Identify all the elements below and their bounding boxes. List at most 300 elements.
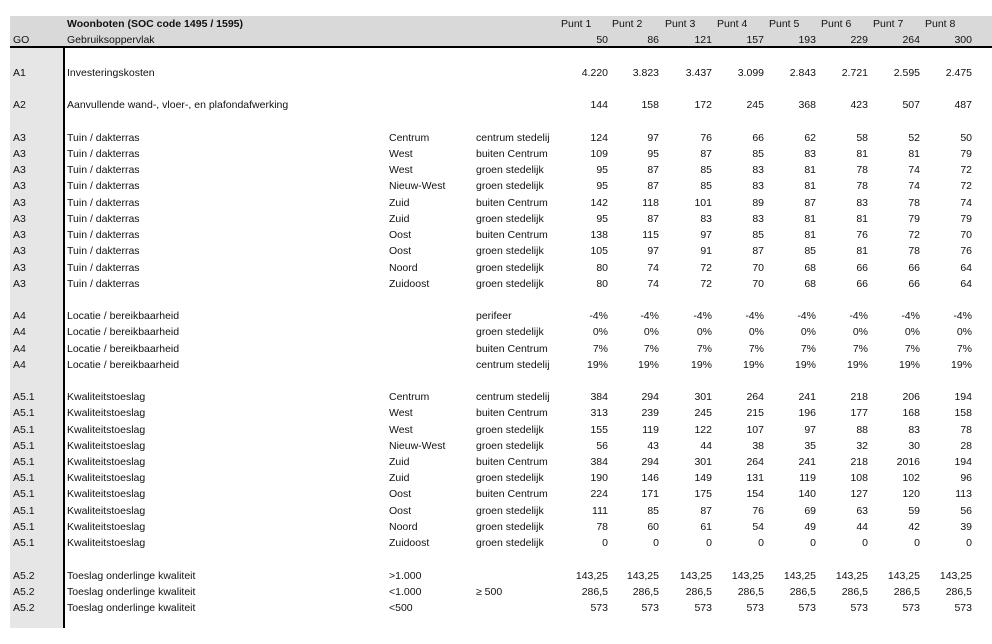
cell-value: 0% xyxy=(904,326,920,339)
region: >1.000 xyxy=(389,569,422,582)
cell-value: 83 xyxy=(700,212,712,225)
cell-value: 107 xyxy=(746,423,764,436)
cell-value: 143,25 xyxy=(731,569,764,582)
region: West xyxy=(389,423,413,436)
cell-value: 62 xyxy=(804,131,816,144)
description: Kwaliteitstoeslag xyxy=(67,456,146,469)
location-type: groen stedelijk xyxy=(476,164,544,177)
cell-value: 3.099 xyxy=(737,67,764,79)
description: Tuin / dakterras xyxy=(67,212,140,225)
cell-value: 113 xyxy=(955,488,972,501)
cell-value: 81 xyxy=(856,212,868,225)
cell-value: 95 xyxy=(596,212,608,225)
go-code: A4 xyxy=(13,342,26,355)
point-header: Punt 8 xyxy=(925,18,956,30)
description: Locatie / bereikbaarheid xyxy=(67,310,180,323)
cell-value: 286,5 xyxy=(581,585,608,598)
cell-value: 286,5 xyxy=(945,585,972,598)
cell-value: 301 xyxy=(694,456,712,469)
cell-value: 171 xyxy=(641,488,659,501)
cell-value: 2.843 xyxy=(789,67,816,79)
cell-value: 155 xyxy=(590,423,608,436)
cell-value: 241 xyxy=(798,391,816,404)
cell-value: 87 xyxy=(700,148,712,161)
cell-value: -4% xyxy=(693,310,712,323)
location-type: groen stedelijk xyxy=(476,439,544,452)
cell-value: 97 xyxy=(647,131,659,144)
cell-value: 0 xyxy=(706,537,712,550)
cell-value: 83 xyxy=(752,164,764,177)
cell-value: -4% xyxy=(589,310,608,323)
description: Tuin / dakterras xyxy=(67,261,140,274)
cell-value: 313 xyxy=(590,407,608,420)
cell-value: 54 xyxy=(752,520,764,533)
cell-value: 83 xyxy=(908,423,920,436)
cell-value: 79 xyxy=(908,212,920,225)
cell-value: 143,25 xyxy=(679,569,712,582)
cell-value: 81 xyxy=(804,212,816,225)
cell-value: 7% xyxy=(643,342,659,355)
description: Kwaliteitstoeslag xyxy=(67,488,146,501)
description: Kwaliteitstoeslag xyxy=(67,407,146,420)
cell-value: 72 xyxy=(960,164,972,177)
area-value: 300 xyxy=(954,34,972,46)
cell-value: 146 xyxy=(641,472,659,485)
cell-value: 81 xyxy=(908,148,920,161)
cell-value: 368 xyxy=(798,99,816,112)
cell-value: 39 xyxy=(960,520,972,533)
point-header: Punt 4 xyxy=(717,18,748,30)
cell-value: 0 xyxy=(758,537,764,550)
cell-value: 384 xyxy=(590,456,608,469)
cell-value: 85 xyxy=(647,504,659,517)
description: Toeslag onderlinge kwaliteit xyxy=(67,601,196,614)
cell-value: 28 xyxy=(960,439,972,452)
cell-value: 245 xyxy=(694,407,712,420)
cell-value: 105 xyxy=(590,245,608,258)
location-type: groen stedelijk xyxy=(476,520,544,533)
cell-value: 81 xyxy=(856,148,868,161)
cell-value: 286,5 xyxy=(893,585,920,598)
cell-value: 264 xyxy=(746,456,764,469)
cell-value: 50 xyxy=(960,131,972,144)
go-code: A3 xyxy=(13,245,26,258)
go-code: A3 xyxy=(13,212,26,225)
cell-value: 507 xyxy=(902,99,920,112)
cell-value: 42 xyxy=(908,520,920,533)
cell-value: 66 xyxy=(856,261,868,274)
cell-value: 66 xyxy=(908,261,920,274)
cell-value: 0% xyxy=(748,326,764,339)
go-code: A5.1 xyxy=(13,423,35,436)
cell-value: 61 xyxy=(700,520,712,533)
cell-value: 64 xyxy=(960,277,972,290)
cell-value: 30 xyxy=(908,439,920,452)
cell-value: 0 xyxy=(914,537,920,550)
area-value: 50 xyxy=(596,34,608,46)
cell-value: 119 xyxy=(799,472,816,485)
cell-value: 95 xyxy=(596,164,608,177)
cell-value: 72 xyxy=(700,261,712,274)
cell-value: 76 xyxy=(752,504,764,517)
description: Tuin / dakterras xyxy=(67,229,140,242)
cell-value: 3.437 xyxy=(685,67,712,79)
cell-value: 143,25 xyxy=(626,569,659,582)
region: Zuid xyxy=(389,196,410,209)
cell-value: 7% xyxy=(852,342,868,355)
location-type: ≥ 500 xyxy=(476,585,503,598)
cell-value: 140 xyxy=(798,488,816,501)
cell-value: 294 xyxy=(641,391,659,404)
cell-value: 172 xyxy=(694,99,712,112)
go-code: A5.2 xyxy=(13,569,35,582)
go-code: A5.1 xyxy=(13,537,35,550)
cell-value: 127 xyxy=(850,488,868,501)
cell-value: 63 xyxy=(856,504,868,517)
cell-value: 7% xyxy=(592,342,608,355)
cell-value: 85 xyxy=(700,180,712,193)
location-type: groen stedelijk xyxy=(476,423,544,436)
cell-value: 158 xyxy=(641,99,659,112)
cell-value: 81 xyxy=(856,245,868,258)
cell-value: 294 xyxy=(641,456,659,469)
cell-value: 118 xyxy=(642,196,659,209)
cell-value: 95 xyxy=(647,148,659,161)
cell-value: 143,25 xyxy=(575,569,608,582)
cell-value: 68 xyxy=(804,277,816,290)
go-code: A5.1 xyxy=(13,504,35,517)
area-value: 264 xyxy=(902,34,920,46)
cell-value: 19% xyxy=(637,358,659,371)
sheet-title: Woonboten (SOC code 1495 / 1595) xyxy=(67,18,244,30)
cell-value: -4% xyxy=(849,310,868,323)
go-code: A4 xyxy=(13,326,26,339)
cell-value: 60 xyxy=(647,520,659,533)
cell-value: 85 xyxy=(752,229,764,242)
cell-value: 138 xyxy=(590,229,608,242)
region: Noord xyxy=(389,520,418,533)
cell-value: -4% xyxy=(640,310,659,323)
cell-value: 78 xyxy=(908,196,920,209)
go-code: A2 xyxy=(13,99,26,112)
region: Zuid xyxy=(389,456,410,469)
cell-value: 0% xyxy=(592,326,608,339)
cell-value: 91 xyxy=(700,245,712,258)
area-value: 229 xyxy=(850,34,868,46)
cell-value: 109 xyxy=(590,148,608,161)
cell-value: 19% xyxy=(794,358,816,371)
area-value: 157 xyxy=(746,34,764,46)
cell-value: 206 xyxy=(902,391,920,404)
description: Toeslag onderlinge kwaliteit xyxy=(67,585,196,598)
cell-value: 122 xyxy=(694,423,712,436)
cell-value: 58 xyxy=(856,131,868,144)
region: Zuid xyxy=(389,212,410,225)
cell-value: 74 xyxy=(647,277,659,290)
cell-value: 286,5 xyxy=(841,585,868,598)
region: Zuidoost xyxy=(389,277,430,290)
location-type: buiten Centrum xyxy=(476,196,548,209)
cell-value: 78 xyxy=(960,423,972,436)
cell-value: 87 xyxy=(700,504,712,517)
go-code: A5.1 xyxy=(13,488,35,501)
description: Tuin / dakterras xyxy=(67,245,140,258)
area-value: 121 xyxy=(694,34,712,46)
cell-value: 573 xyxy=(694,601,712,614)
description: Kwaliteitstoeslag xyxy=(67,504,146,517)
region: Centrum xyxy=(389,391,430,404)
location-type: buiten Centrum xyxy=(476,407,548,420)
cell-value: 286,5 xyxy=(685,585,712,598)
cell-value: 72 xyxy=(908,229,920,242)
point-header: Punt 1 xyxy=(561,18,592,30)
cell-value: 56 xyxy=(960,504,972,517)
cell-value: 196 xyxy=(798,407,816,420)
point-header: Punt 2 xyxy=(612,18,643,30)
cell-value: 7% xyxy=(748,342,764,355)
cell-value: 44 xyxy=(700,439,712,452)
cell-value: 85 xyxy=(752,148,764,161)
cell-value: 43 xyxy=(647,439,659,452)
cell-value: -4% xyxy=(797,310,816,323)
cell-value: 264 xyxy=(746,391,764,404)
cell-value: 97 xyxy=(804,423,816,436)
region: Zuidoost xyxy=(389,537,430,550)
region: <500 xyxy=(389,601,413,614)
cell-value: 66 xyxy=(908,277,920,290)
location-type: groen stedelijk xyxy=(476,326,544,339)
cell-value: 487 xyxy=(954,99,972,112)
cell-value: 241 xyxy=(798,456,816,469)
cell-value: 78 xyxy=(596,520,608,533)
area-header: Gebruiksoppervlak xyxy=(67,34,155,46)
cell-value: 19% xyxy=(898,358,920,371)
cell-value: 0% xyxy=(800,326,816,339)
cell-value: 19% xyxy=(950,358,972,371)
go-code: A5.1 xyxy=(13,391,35,404)
cell-value: 286,5 xyxy=(737,585,764,598)
description: Tuin / dakterras xyxy=(67,277,140,290)
cell-value: 97 xyxy=(700,229,712,242)
go-code: A3 xyxy=(13,180,26,193)
location-type: buiten Centrum xyxy=(476,456,548,469)
cell-value: 143,25 xyxy=(783,569,816,582)
cell-value: 573 xyxy=(746,601,764,614)
cell-value: 78 xyxy=(908,245,920,258)
cell-value: 120 xyxy=(902,488,920,501)
cell-value: 70 xyxy=(960,229,972,242)
cell-value: 70 xyxy=(752,277,764,290)
region: Oost xyxy=(389,229,412,242)
cell-value: 286,5 xyxy=(789,585,816,598)
cell-value: 124 xyxy=(590,131,608,144)
go-code: A3 xyxy=(13,261,26,274)
location-type: groen stedelijk xyxy=(476,277,544,290)
cell-value: 76 xyxy=(856,229,868,242)
cell-value: 168 xyxy=(902,407,920,420)
region: <1.000 xyxy=(389,585,422,598)
cell-value: 154 xyxy=(746,488,764,501)
cell-value: 194 xyxy=(954,456,972,469)
cell-value: 80 xyxy=(596,261,608,274)
cell-value: 0 xyxy=(966,537,972,550)
region: West xyxy=(389,164,413,177)
cell-value: 96 xyxy=(960,472,972,485)
region: Noord xyxy=(389,261,418,274)
cell-value: 224 xyxy=(590,488,608,501)
go-code: A5.1 xyxy=(13,456,35,469)
cell-value: 35 xyxy=(804,439,816,452)
cell-value: 19% xyxy=(690,358,712,371)
go-code: A5.1 xyxy=(13,407,35,420)
cell-value: 0% xyxy=(696,326,712,339)
cell-value: 573 xyxy=(850,601,868,614)
cell-value: 2.595 xyxy=(893,67,920,79)
region: Centrum xyxy=(389,131,430,144)
cell-value: 143,25 xyxy=(939,569,972,582)
description: Locatie / bereikbaarheid xyxy=(67,342,180,355)
cell-value: 301 xyxy=(694,391,712,404)
cell-value: 3.823 xyxy=(632,67,659,79)
cell-value: 573 xyxy=(798,601,816,614)
cell-value: 0 xyxy=(810,537,816,550)
cell-value: 32 xyxy=(856,439,868,452)
cell-value: 87 xyxy=(647,180,659,193)
cell-value: 573 xyxy=(641,601,659,614)
location-type: centrum stedelij xyxy=(476,391,550,404)
cell-value: 4.220 xyxy=(581,67,608,79)
area-value: 193 xyxy=(798,34,816,46)
cell-value: 89 xyxy=(752,196,764,209)
cell-value: 83 xyxy=(752,212,764,225)
cell-value: 143,25 xyxy=(887,569,920,582)
cell-value: 142 xyxy=(590,196,608,209)
cell-value: 85 xyxy=(804,245,816,258)
cell-value: 52 xyxy=(908,131,920,144)
description: Investeringskosten xyxy=(67,67,155,79)
cell-value: 177 xyxy=(850,407,868,420)
location-type: groen stedelijk xyxy=(476,180,544,193)
go-header: GO xyxy=(13,34,30,46)
cell-value: 0 xyxy=(862,537,868,550)
go-code: A3 xyxy=(13,164,26,177)
go-code: A4 xyxy=(13,358,26,371)
cell-value: 88 xyxy=(856,423,868,436)
cell-value: 149 xyxy=(694,472,712,485)
cell-value: -4% xyxy=(901,310,920,323)
go-code: A5.1 xyxy=(13,520,35,533)
cell-value: 78 xyxy=(856,164,868,177)
cell-value: 111 xyxy=(592,504,608,517)
point-header: Punt 7 xyxy=(873,18,904,30)
cell-value: 19% xyxy=(846,358,868,371)
description: Tuin / dakterras xyxy=(67,148,140,161)
cell-value: 158 xyxy=(954,407,972,420)
cell-value: 7% xyxy=(904,342,920,355)
column-divider xyxy=(63,47,65,628)
cell-value: 87 xyxy=(752,245,764,258)
point-header: Punt 3 xyxy=(665,18,696,30)
cell-value: 2.475 xyxy=(945,67,972,79)
cell-value: 87 xyxy=(647,212,659,225)
cell-value: 87 xyxy=(647,164,659,177)
cell-value: 7% xyxy=(696,342,712,355)
cell-value: 144 xyxy=(590,99,608,112)
cell-value: 245 xyxy=(746,99,764,112)
region: Nieuw-West xyxy=(389,439,446,452)
go-code: A3 xyxy=(13,277,26,290)
cell-value: -4% xyxy=(745,310,764,323)
area-value: 86 xyxy=(647,34,659,46)
location-type: buiten Centrum xyxy=(476,148,548,161)
cell-value: 74 xyxy=(908,180,920,193)
cell-value: 7% xyxy=(956,342,972,355)
cell-value: 64 xyxy=(960,261,972,274)
cell-value: 76 xyxy=(700,131,712,144)
region: Oost xyxy=(389,245,412,258)
description: Tuin / dakterras xyxy=(67,164,140,177)
cell-value: 423 xyxy=(850,99,868,112)
cell-value: 143,25 xyxy=(835,569,868,582)
cell-value: 95 xyxy=(596,180,608,193)
location-type: groen stedelijk xyxy=(476,261,544,274)
location-type: buiten Centrum xyxy=(476,342,548,355)
cell-value: 66 xyxy=(856,277,868,290)
cell-value: 74 xyxy=(647,261,659,274)
description: Tuin / dakterras xyxy=(67,196,140,209)
go-code: A3 xyxy=(13,229,26,242)
cell-value: 81 xyxy=(804,164,816,177)
region: West xyxy=(389,148,413,161)
cell-value: 7% xyxy=(800,342,816,355)
location-type: buiten Centrum xyxy=(476,229,548,242)
cell-value: 44 xyxy=(856,520,868,533)
cell-value: 108 xyxy=(850,472,868,485)
description: Locatie / bereikbaarheid xyxy=(67,358,180,371)
location-type: groen stedelijk xyxy=(476,537,544,550)
cell-value: 215 xyxy=(746,407,764,420)
location-type: groen stedelijk xyxy=(476,245,544,258)
cell-value: 0 xyxy=(653,537,659,550)
cell-value: 0 xyxy=(602,537,608,550)
go-code: A5.2 xyxy=(13,585,35,598)
go-code: A3 xyxy=(13,148,26,161)
cell-value: 101 xyxy=(694,196,712,209)
cell-value: 87 xyxy=(804,196,816,209)
description: Aanvullende wand-, vloer-, en plafondafwerking xyxy=(67,99,289,112)
go-code: A5.1 xyxy=(13,472,35,485)
description: Kwaliteitstoeslag xyxy=(67,391,146,404)
cell-value: 81 xyxy=(804,180,816,193)
region: Nieuw-West xyxy=(389,180,446,193)
go-code: A1 xyxy=(13,67,26,79)
location-type: groen stedelijk xyxy=(476,504,544,517)
description: Kwaliteitstoeslag xyxy=(67,439,146,452)
cell-value: 72 xyxy=(960,180,972,193)
cell-value: 218 xyxy=(850,391,868,404)
cell-value: 72 xyxy=(700,277,712,290)
cell-value: 19% xyxy=(586,358,608,371)
cell-value: 79 xyxy=(960,148,972,161)
description: Kwaliteitstoeslag xyxy=(67,423,146,436)
region: Oost xyxy=(389,504,412,517)
cell-value: 68 xyxy=(804,261,816,274)
cell-value: 78 xyxy=(856,180,868,193)
location-type: centrum stedelij xyxy=(476,358,550,371)
description: Toeslag onderlinge kwaliteit xyxy=(67,569,196,582)
location-type: groen stedelijk xyxy=(476,472,544,485)
cell-value: 573 xyxy=(902,601,920,614)
